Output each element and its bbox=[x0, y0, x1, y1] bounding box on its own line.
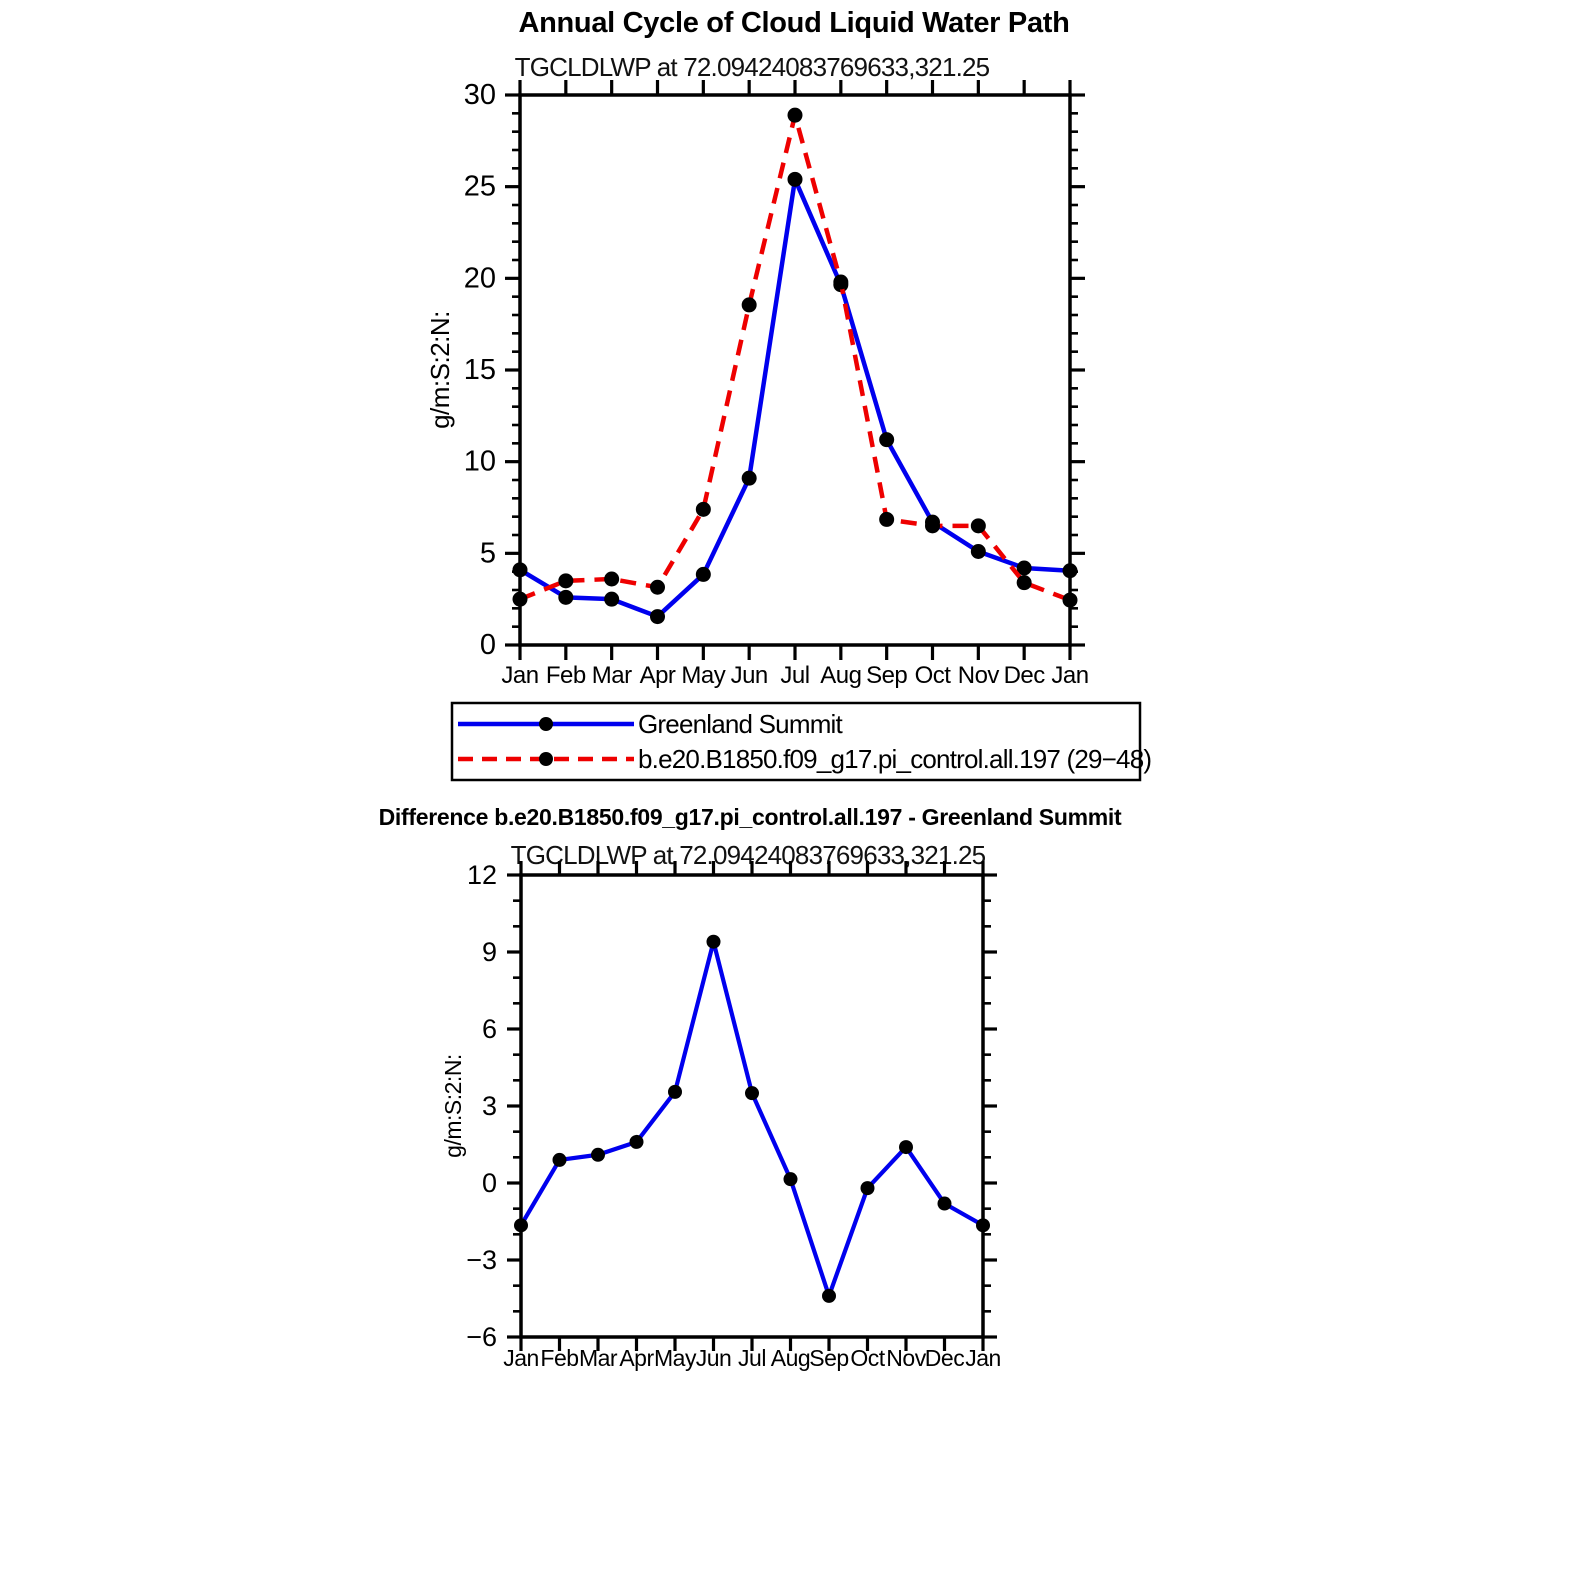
data-point-marker bbox=[742, 297, 757, 312]
x-tick-label: Nov bbox=[886, 1345, 926, 1371]
series-line bbox=[521, 942, 983, 1296]
x-tick-label: Aug bbox=[820, 662, 862, 689]
series-line bbox=[520, 179, 1070, 616]
data-point-marker bbox=[742, 471, 757, 486]
top-chart-y-axis-label: g/m:S:2:N: bbox=[425, 311, 455, 429]
data-point-marker bbox=[784, 1172, 798, 1186]
data-point-marker bbox=[630, 1135, 644, 1149]
x-tick-label: Oct bbox=[914, 662, 951, 689]
data-point-marker bbox=[696, 502, 711, 517]
top-chart-subtitle: TGCLDLWP at 72.09424083769633,321.25 bbox=[514, 52, 990, 82]
difference-chart-subtitle: TGCLDLWP at 72.09424083769633,321.25 bbox=[510, 840, 986, 870]
x-tick-label: Jan bbox=[501, 662, 539, 689]
y-tick-label: 30 bbox=[463, 79, 496, 111]
top-chart-axes bbox=[464, 79, 1089, 689]
data-point-marker bbox=[668, 1085, 682, 1099]
x-tick-label: May bbox=[654, 1345, 696, 1371]
y-tick-label: 3 bbox=[481, 1091, 497, 1121]
data-point-marker bbox=[553, 1153, 567, 1167]
x-tick-label: Apr bbox=[639, 662, 676, 689]
data-point-marker bbox=[745, 1086, 759, 1100]
x-tick-label: Jan bbox=[503, 1345, 539, 1371]
y-tick-label: 6 bbox=[481, 1014, 497, 1044]
x-tick-label: Jun bbox=[695, 1345, 732, 1371]
data-point-marker bbox=[650, 580, 665, 595]
legend-label-1: b.e20.B1850.f09_g17.pi_control.all.197 (29−48) bbox=[638, 744, 1152, 774]
data-point-marker bbox=[788, 172, 803, 187]
y-tick-label: 20 bbox=[463, 262, 496, 295]
difference-chart-axes bbox=[466, 860, 1001, 1371]
data-point-marker bbox=[1017, 575, 1032, 590]
y-tick-label: −6 bbox=[466, 1322, 497, 1352]
data-point-marker bbox=[925, 518, 940, 533]
y-tick-label: 9 bbox=[481, 937, 497, 967]
data-point-marker bbox=[1063, 593, 1078, 608]
y-tick-label: −3 bbox=[466, 1245, 497, 1275]
x-tick-label: Jul bbox=[780, 662, 810, 689]
data-point-marker bbox=[938, 1197, 952, 1211]
x-tick-label: Jan bbox=[965, 1345, 1001, 1371]
x-tick-label: May bbox=[681, 662, 726, 689]
top-chart-title: Annual Cycle of Cloud Liquid Water Path bbox=[518, 7, 1070, 39]
data-point-marker bbox=[696, 567, 711, 582]
difference-chart-y-axis-label: g/m:S:2:N: bbox=[440, 1054, 466, 1158]
x-tick-label: Jan bbox=[1051, 662, 1089, 689]
y-tick-label: 15 bbox=[463, 354, 496, 386]
data-point-marker bbox=[971, 544, 986, 559]
y-tick-label: 0 bbox=[481, 1168, 497, 1198]
data-point-marker bbox=[976, 1218, 990, 1232]
data-point-marker bbox=[604, 592, 619, 607]
x-tick-label: Feb bbox=[540, 1345, 579, 1371]
difference-chart-series bbox=[514, 935, 990, 1303]
data-point-marker bbox=[879, 432, 894, 447]
x-tick-label: Jun bbox=[730, 662, 768, 689]
legend-label-0: Greenland Summit bbox=[638, 709, 842, 739]
top-chart-series bbox=[513, 108, 1078, 624]
data-point-marker bbox=[833, 275, 848, 290]
data-point-marker bbox=[707, 935, 721, 949]
data-point-marker bbox=[1063, 563, 1078, 578]
x-tick-label: Dec bbox=[1003, 662, 1045, 689]
data-point-marker bbox=[650, 609, 665, 624]
data-point-marker bbox=[604, 572, 619, 587]
x-tick-label: Dec bbox=[924, 1345, 965, 1371]
x-tick-label: Mar bbox=[591, 662, 632, 689]
data-point-marker bbox=[513, 592, 528, 607]
legend-marker-1 bbox=[539, 752, 553, 766]
y-tick-label: 10 bbox=[463, 445, 496, 478]
data-point-marker bbox=[514, 1218, 528, 1232]
data-point-marker bbox=[788, 108, 803, 123]
data-point-marker bbox=[558, 590, 573, 605]
data-point-marker bbox=[971, 518, 986, 533]
x-tick-label: Nov bbox=[957, 662, 999, 689]
y-tick-label: 25 bbox=[463, 170, 496, 203]
x-tick-label: Feb bbox=[545, 662, 586, 689]
x-tick-label: Jul bbox=[738, 1345, 766, 1371]
data-point-marker bbox=[591, 1148, 605, 1162]
x-tick-label: Sep bbox=[809, 1345, 849, 1371]
x-tick-label: Aug bbox=[770, 1345, 811, 1371]
data-point-marker bbox=[513, 562, 528, 577]
data-point-marker bbox=[822, 1289, 836, 1303]
legend-marker-0 bbox=[539, 717, 553, 731]
x-tick-label: Mar bbox=[578, 1345, 618, 1371]
data-point-marker bbox=[861, 1181, 875, 1195]
plot-frame bbox=[521, 875, 983, 1337]
y-tick-label: 12 bbox=[466, 860, 497, 890]
x-tick-label: Apr bbox=[619, 1345, 654, 1371]
data-point-marker bbox=[899, 1140, 913, 1154]
data-point-marker bbox=[879, 512, 894, 527]
legend bbox=[452, 703, 1151, 780]
x-tick-label: Oct bbox=[850, 1345, 885, 1371]
y-tick-label: 5 bbox=[479, 537, 496, 570]
difference-chart-title: Difference b.e20.B1850.f09_g17.pi_control.all.197 - Greenland Summit bbox=[378, 804, 1122, 830]
y-tick-label: 0 bbox=[479, 629, 496, 661]
data-point-marker bbox=[558, 573, 573, 588]
x-tick-label: Sep bbox=[866, 662, 908, 689]
